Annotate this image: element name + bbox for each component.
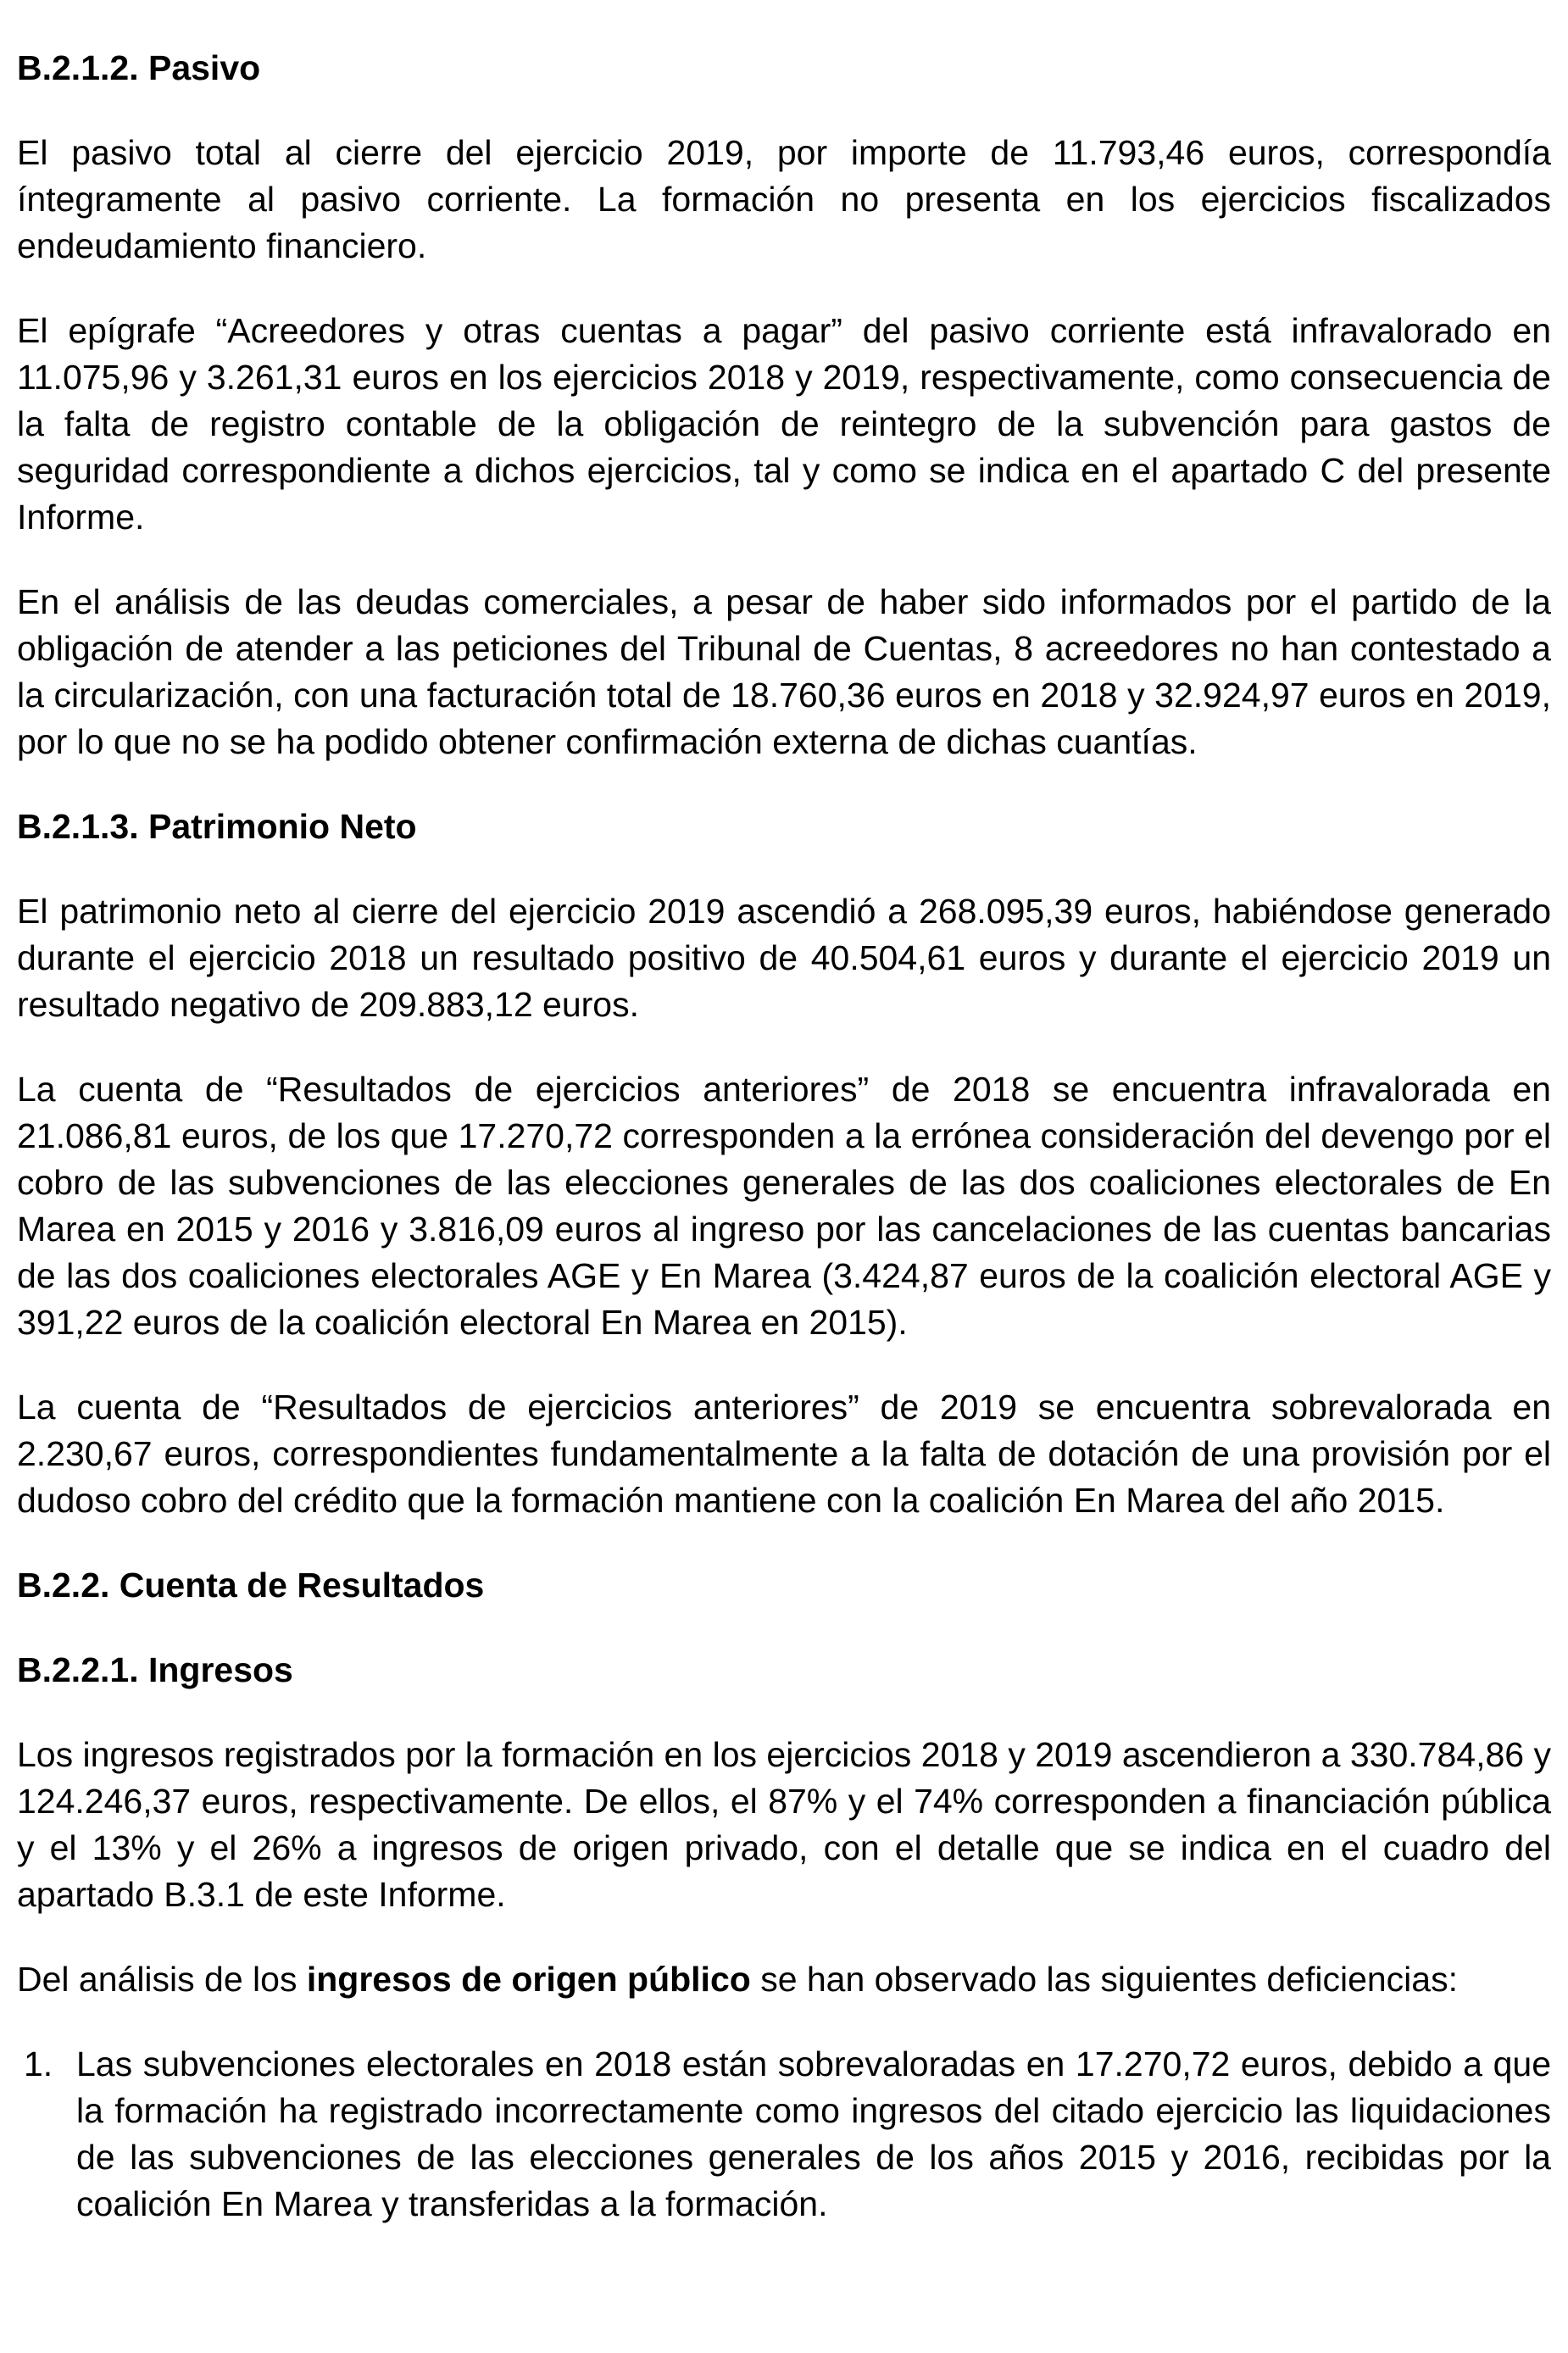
para-resultados-anteriores-2018: La cuenta de “Resultados de ejercicios anteriores” de 2018 se encuentra infravalorada en 21.086,81 euros, de los que 17.270,72 corresponden a la errónea consideración del devengo por el cobro de las subvenciones de las elecciones generales de las dos coaliciones electorales de En Marea en 2015 y 2016 y 3.816,09 euros al ingreso por las cancelaciones de las cuentas bancarias de las dos coaliciones electorales AGE y En Marea (3.424,87 euros de la coalición electoral AGE y 391,22 euros de la coalición electoral En Marea en 2015).	[17, 1070, 1551, 1342]
list-item-1-text: Las subvenciones electorales en 2018 están sobrevaloradas en 17.270,72 euros, debido a que la formación ha registrado incorrectamente como ingresos del citado ejercicio las liquidaciones de las subvenciones de las elecciones generales de los años 2015 y 2016, recibidas por la coalición En Marea y transferidas a la formación.	[76, 2044, 1551, 2223]
deficiencias-intro-text-after: se han observado las siguientes deficiencias:	[750, 1960, 1458, 1999]
para-deudas-comerciales: En el análisis de las deudas comerciales, a pesar de haber sido informados por el partido de la obligación de atender a las peticiones del Tribunal de Cuentas, 8 acreedores no han contestado a la circularización, con una facturación total de 18.760,36 euros en 2018 y 32.924,97 euros en 2019, por lo que no se ha podido obtener confirmación externa de dichas cuantías.	[17, 582, 1551, 761]
section-heading-ingresos: B.2.2.1. Ingresos	[17, 1650, 293, 1689]
para-acreedores: El epígrafe “Acreedores y otras cuentas a pagar” del pasivo corriente está infravalorado en 11.075,96 y 3.261,31 euros en los ejercicios 2018 y 2019, respectivamente, como consecuencia de la falta de registro contable de la obligación de reintegro de la subvención para gastos de seguridad correspondiente a dichos ejercicios, tal y como se indica en el apartado C del presente Informe.	[17, 311, 1551, 537]
ordered-list-item-1	[17, 2041, 1551, 2228]
para-patrimonio-neto: El patrimonio neto al cierre del ejercicio 2019 ascendió a 268.095,39 euros, habiéndose generado durante el ejercicio 2018 un resultado positivo de 40.504,61 euros y durante el ejercicio 2019 un resultado negativo de 209.883,12 euros.	[17, 892, 1551, 1024]
section-heading-patrimonio-neto: B.2.1.3. Patrimonio Neto	[17, 807, 417, 846]
para-pasivo-total: El pasivo total al cierre del ejercicio 2019, por importe de 11.793,46 euros, correspondía íntegramente al pasivo corriente. La formación no presenta en los ejercicios fiscalizados endeudamiento financiero.	[17, 133, 1551, 265]
para-resultados-anteriores-2019: La cuenta de “Resultados de ejercicios anteriores” de 2019 se encuentra sobrevalorada en 2.230,67 euros, correspondientes fundamentalmente a la falta de dotación de una provisión por el dudoso cobro del crédito que la formación mantiene con la coalición En Marea del año 2015.	[17, 1388, 1551, 1520]
para-ingresos-registrados: Los ingresos registrados por la formación en los ejercicios 2018 y 2019 ascendieron a 330.784,86 y 124.246,37 euros, respectivamente. De ellos, el 87% y el 74% corresponden a financiación pública y el 13% y el 26% a ingresos de origen privado, con el detalle que se indica en el cuadro del apartado B.3.1 de este Informe.	[17, 1735, 1551, 1914]
section-heading-pasivo: B.2.1.2. Pasivo	[17, 48, 261, 87]
section-heading-cuenta-resultados: B.2.2. Cuenta de Resultados	[17, 1566, 485, 1605]
deficiencias-intro-text-before: Del análisis de los	[17, 1960, 307, 1999]
para-deficiencias-intro	[17, 1956, 1551, 2003]
list-item-1-marker: 1.	[24, 2044, 53, 2083]
deficiencias-intro-bold-phrase: ingresos de origen público	[306, 1960, 751, 1999]
